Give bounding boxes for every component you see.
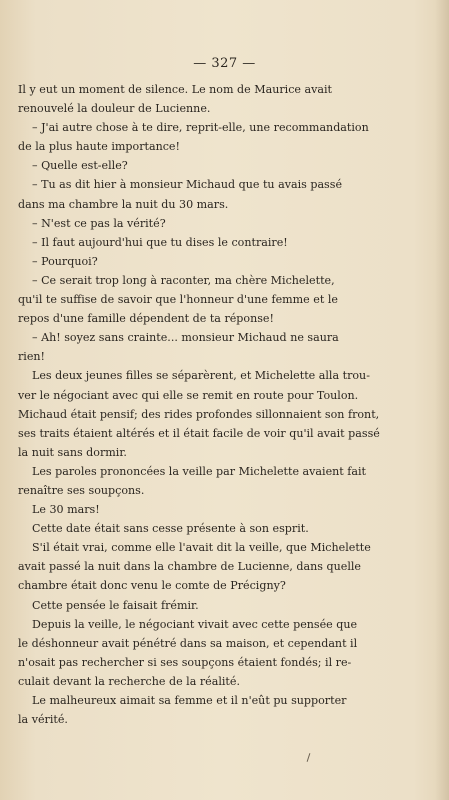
text-line: renouvelé la douleur de Lucienne. bbox=[18, 102, 211, 116]
page-edge-shadow bbox=[435, 0, 449, 800]
text-line: Michaud était pensif; des rides profondes sillonnaient son front, bbox=[18, 407, 380, 421]
text-line: ver le négociant avec qui elle se remit en route pour Toulon. bbox=[18, 388, 359, 402]
text-line: repos d'une famille dépendent de ta réponse! bbox=[18, 312, 274, 326]
body-text bbox=[18, 80, 428, 729]
page-number: — 327 — bbox=[193, 56, 256, 71]
text-line: Les paroles prononcées la veille par Michelette avaient fait bbox=[32, 464, 367, 478]
text-line: S'il était vrai, comme elle l'avait dit la veille, que Michelette bbox=[32, 541, 371, 555]
text-line: – Pourquoi? bbox=[32, 254, 98, 268]
text-line: de la plus haute importance! bbox=[18, 140, 180, 154]
ink-mark bbox=[307, 753, 311, 762]
text-line: – Quelle est-elle? bbox=[32, 159, 128, 173]
text-line: Cette pensée le faisait frémir. bbox=[32, 598, 199, 612]
text-line: ses traits étaient altérés et il était facile de voir qu'il avait passé bbox=[18, 426, 380, 440]
text-line: – J'ai autre chose à te dire, reprit-elle, une recommandation bbox=[32, 121, 369, 135]
text-line: Cette date était sans cesse présente à son esprit. bbox=[32, 522, 309, 536]
text-line: la nuit sans dormir. bbox=[18, 445, 127, 459]
text-line: le déshonneur avait pénétré dans sa maison, et cependant il bbox=[18, 636, 358, 650]
text-line: – Il faut aujourd'hui que tu dises le contraire! bbox=[32, 235, 288, 249]
text-line: – Ah! soyez sans crainte... monsieur Michaud ne saura bbox=[32, 331, 339, 345]
text-line: la vérité. bbox=[18, 713, 68, 727]
text-line: culait devant la recherche de la réalité. bbox=[18, 674, 240, 688]
text-line: Depuis la veille, le négociant vivait avec cette pensée que bbox=[32, 617, 358, 631]
text-line: – Ce serait trop long à raconter, ma chère Michelette, bbox=[32, 273, 335, 287]
text-line: dans ma chambre la nuit du 30 mars. bbox=[18, 197, 229, 211]
text-line: chambre était donc venu le comte de Précigny? bbox=[18, 579, 286, 593]
text-line: – Tu as dit hier à monsieur Michaud que tu avais passé bbox=[32, 178, 343, 192]
text-line: avait passé la nuit dans la chambre de Lucienne, dans quelle bbox=[18, 560, 361, 574]
text-line: Le 30 mars! bbox=[32, 503, 100, 517]
text-line: Les deux jeunes filles se séparèrent, et Michelette alla trou- bbox=[32, 369, 370, 383]
text-line: Le malheureux aimait sa femme et il n'eût pu supporter bbox=[32, 694, 347, 707]
text-line: Il y eut un moment de silence. Le nom de Maurice avait bbox=[18, 83, 332, 96]
text-line: n'osait pas rechercher si ses soupçons étaient fondés; il re- bbox=[18, 655, 352, 669]
text-line: renaître ses soupçons. bbox=[18, 483, 145, 497]
text-line: rien! bbox=[18, 350, 46, 364]
text-line: qu'il te suffise de savoir que l'honneur d'une femme et le bbox=[18, 293, 338, 307]
text-line: – N'est ce pas la vérité? bbox=[32, 216, 166, 230]
